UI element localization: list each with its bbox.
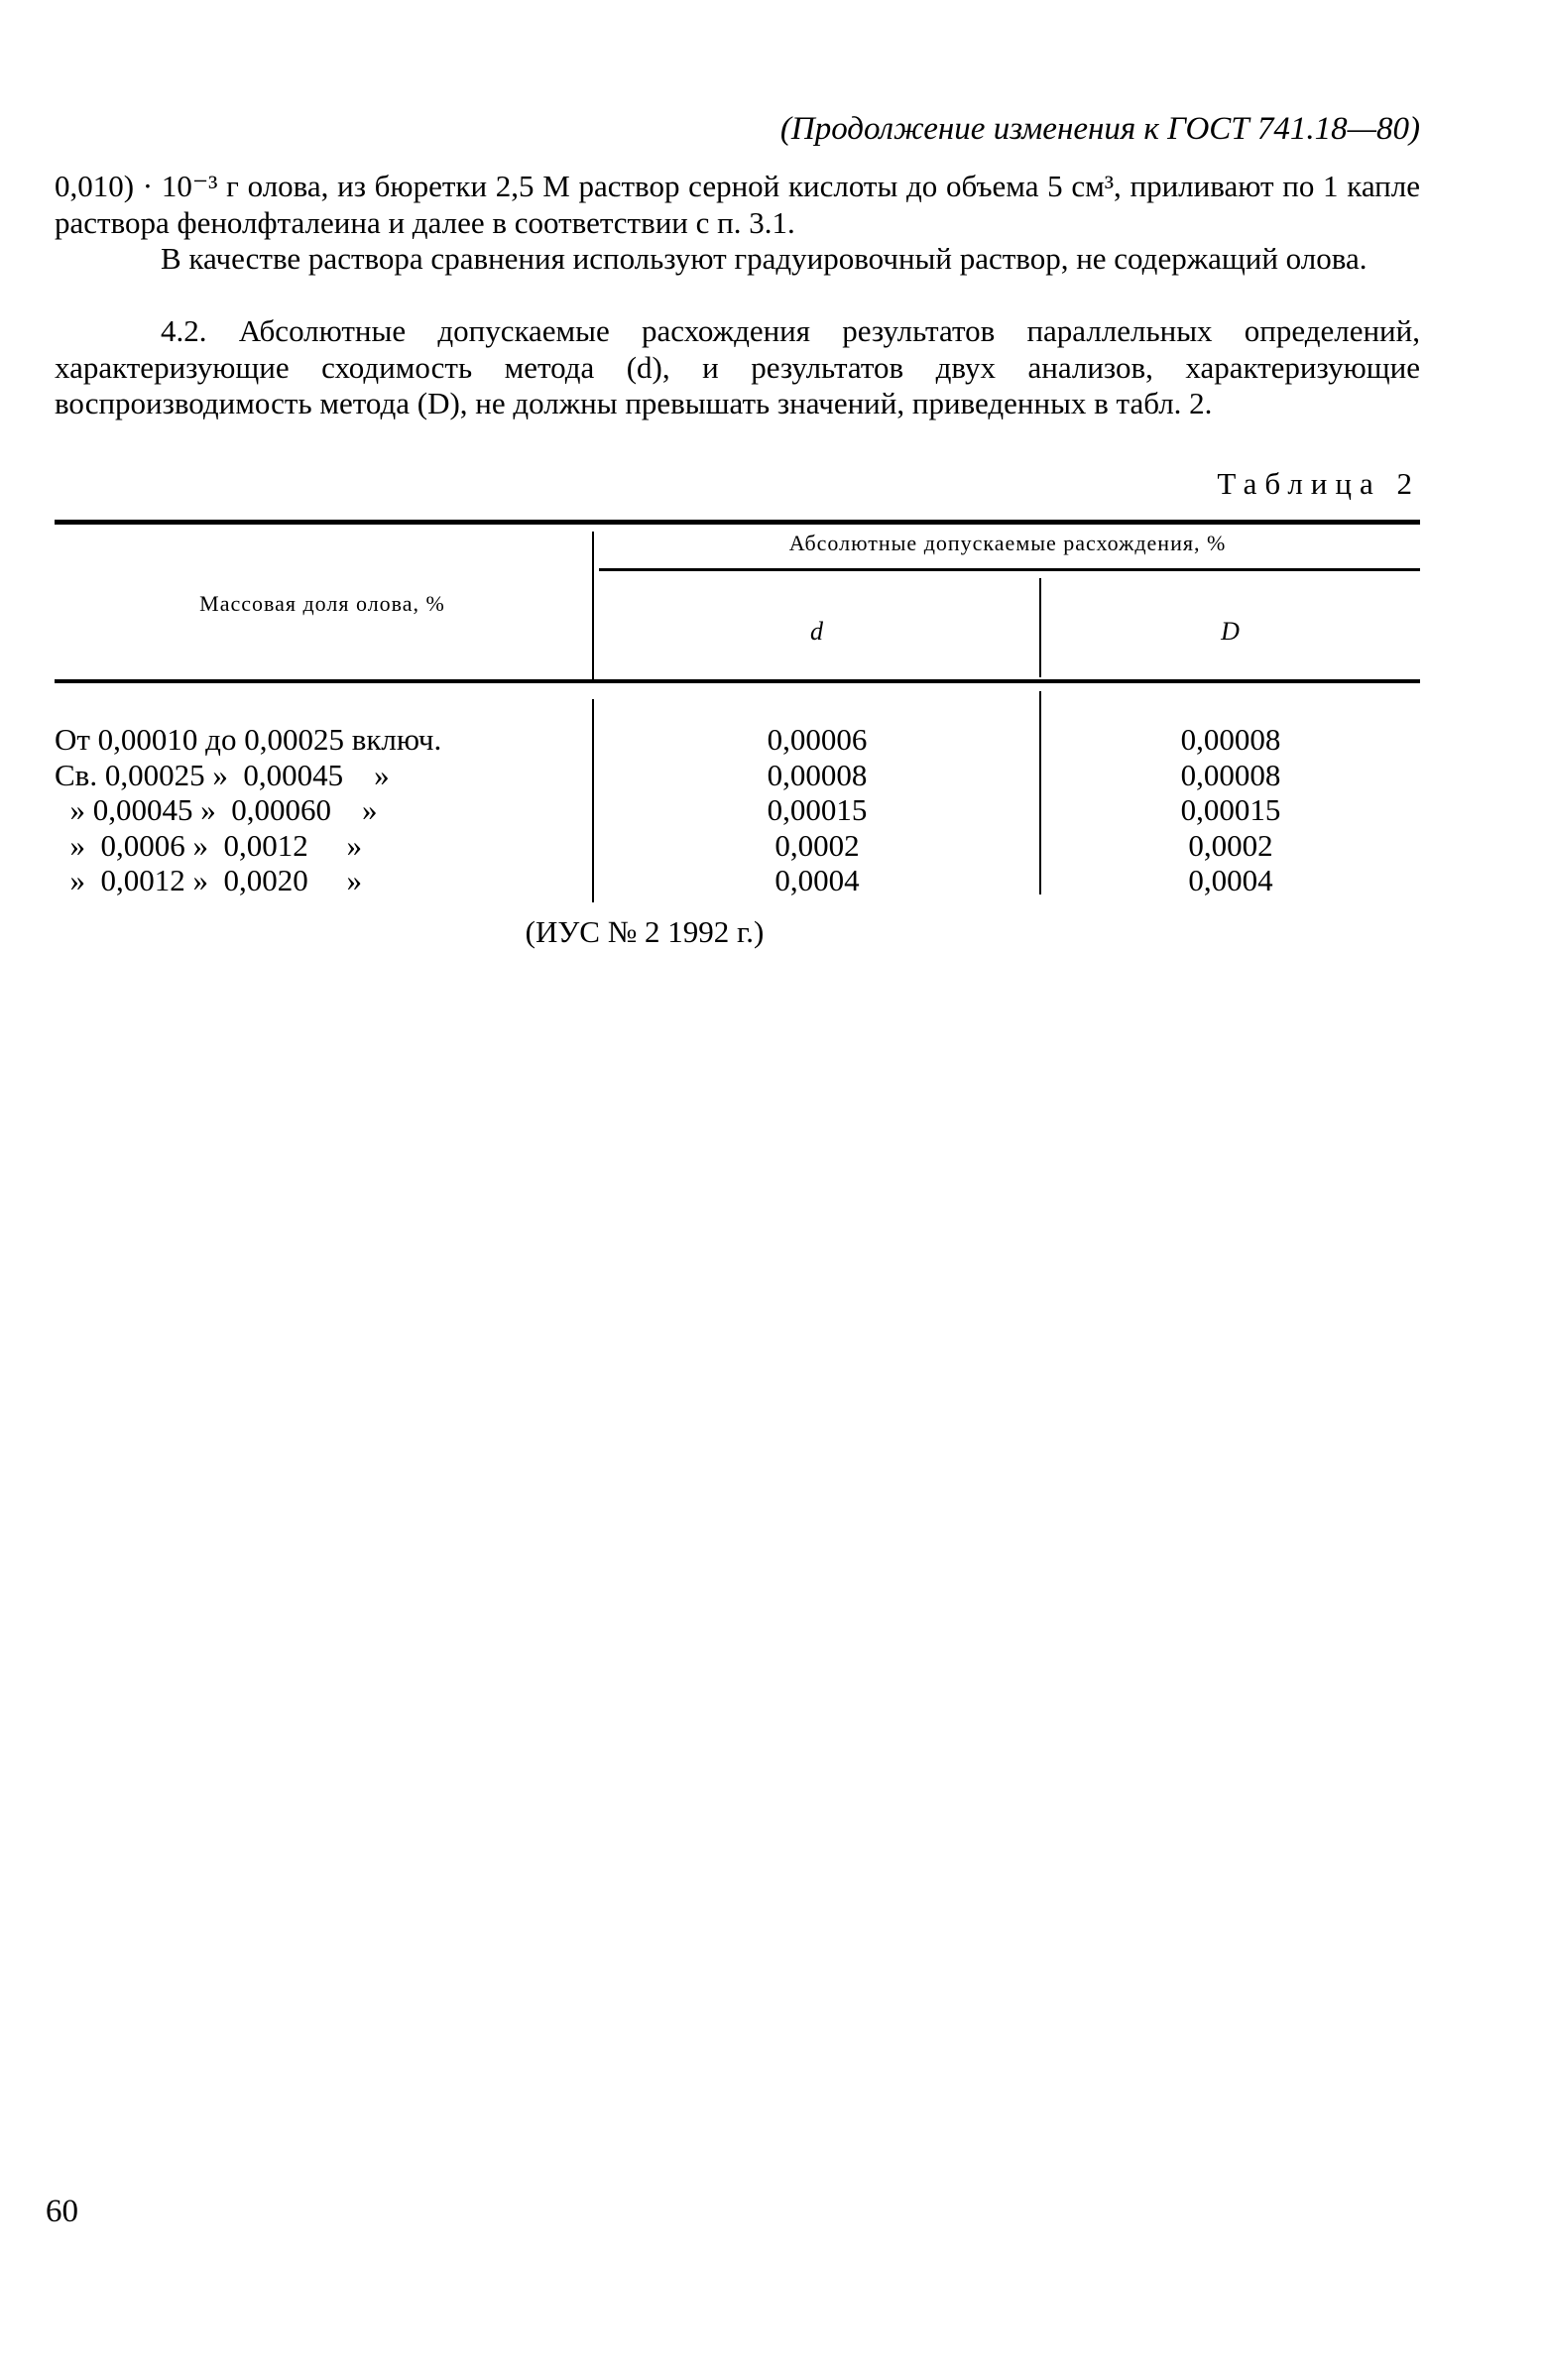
table-cell-d: 0,00006	[767, 722, 868, 757]
table-cell-d: 0,00008	[767, 757, 868, 792]
table-cell-d: 0,0004	[774, 863, 860, 897]
col-header-mass-fraction: Массовая доля олова, %	[199, 591, 445, 616]
column-divider	[592, 699, 594, 902]
table-cell-d: 0,00015	[767, 792, 868, 827]
col-header-d: d	[810, 617, 824, 646]
paragraph-4-2: 4.2. Абсолютные допускаемые расхождения результатов параллельных определений, характеризующие сходимость метода (d), и результатов двух анализов, характеризующие воспроизводимость метода (D), не должны превышать значений, приведенных в табл. 2.	[55, 313, 1420, 420]
table-top-rule	[55, 520, 1420, 525]
table-row-range: » 0,00045 » 0,00060 »	[55, 792, 378, 827]
table-cell-D: 0,0002	[1188, 827, 1273, 863]
paragraph-comparison-solution: В качестве раствора сравнения используют градуировочный раствор, не содержащий олова.	[161, 241, 1368, 276]
table-row-range: » 0,0006 » 0,0012 »	[55, 827, 362, 863]
table-cell-D: 0,00008	[1180, 722, 1281, 757]
table-cell-D: 0,00015	[1180, 792, 1281, 827]
group-header: Абсолютные допускаемые расхождения, %	[788, 531, 1227, 555]
col-header-D: D	[1221, 617, 1241, 646]
page-number: 60	[46, 2194, 78, 2229]
table-cell-d: 0,0002	[774, 827, 860, 863]
running-header: (Продолжение изменения к ГОСТ 741.18—80)	[779, 111, 1420, 147]
paragraph-continuation: 0,010) · 10⁻³ г олова, из бюретки 2,5 М раствор серной кислоты до объема 5 см³, приливают по 1 капле раствора фенолфталеина и далее в соответствии с п. 3.1.	[55, 169, 1420, 240]
table-cell-D: 0,00008	[1180, 757, 1281, 792]
table-row-range: » 0,0012 » 0,0020 »	[55, 863, 362, 897]
col-D-values	[1041, 722, 1420, 898]
source-note: (ИУС № 2 1992 г.)	[525, 914, 765, 949]
subheader-rule	[599, 568, 1420, 571]
table-row-range: Св. 0,00025 » 0,00045 »	[55, 757, 390, 792]
header-bottom-rule	[55, 679, 1420, 683]
col-mass-fraction-values	[55, 722, 590, 898]
column-divider	[592, 532, 594, 682]
table-cell-D: 0,0004	[1188, 863, 1273, 897]
table-label: Таблица 2	[1217, 466, 1420, 501]
col-d-values	[595, 722, 1039, 898]
table-row-range: От 0,00010 до 0,00025 включ.	[55, 722, 442, 757]
